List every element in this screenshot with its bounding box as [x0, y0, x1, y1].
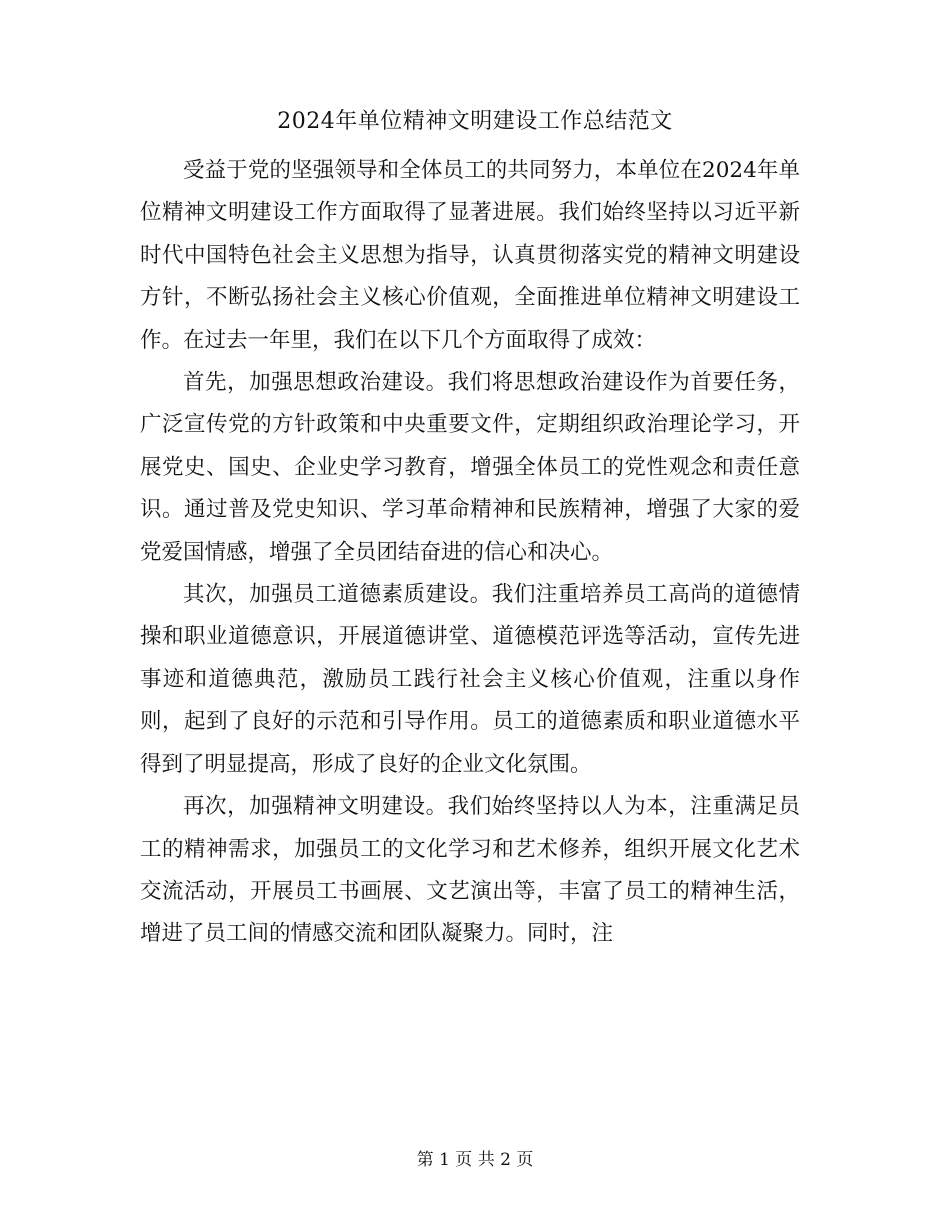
page-footer: 第 1 页 共 2 页	[416, 1150, 534, 1170]
paragraph-moral: 其次，加强员工道德素质建设。我们注重培养员工高尚的道德情操和职业道德意识，开展道德讲堂、道德模范评选等活动，宣传先进事迹和道德典范，激励员工践行社会主义核心价值观，注重以身作则，起到了良好的示范和引导作用。员工的道德素质和职业道德水平得到了明显提高，形成了良好的企业文化氛围。	[140, 582, 800, 777]
paragraph-intro: 受益于党的坚强领导和全体员工的共同努力，本单位在2024年单位精神文明建设工作方面取得了显著进展。我们始终坚持以习近平新时代中国特色社会主义思想为指导，认真贯彻落实党的精神文明建设方针，不断弘扬社会主义核心价值观，全面推进单位精神文明建设工作。在过去一年里，我们在以下几个方面取得了成效：	[140, 158, 800, 353]
document-body	[140, 150, 800, 956]
document-title: 2024年单位精神文明建设工作总结范文	[277, 109, 673, 134]
paragraph-spiritual: 再次，加强精神文明建设。我们始终坚持以人为本，注重满足员工的精神需求，加强员工的文化学习和艺术修养，组织开展文化艺术交流活动，开展员工书画展、文艺演出等，丰富了员工的精神生活，增进了员工间的情感交流和团队凝聚力。同时，注	[140, 794, 800, 947]
paragraph-political: 首先，加强思想政治建设。我们将思想政治建设作为首要任务，广泛宣传党的方针政策和中央重要文件，定期组织政治理论学习，开展党史、国史、企业史学习教育，增强全体员工的党性观念和责任意识。通过普及党史知识、学习革命精神和民族精神，增强了大家的爱党爱国情感，增强了全员团结奋进的信心和决心。	[140, 370, 800, 565]
